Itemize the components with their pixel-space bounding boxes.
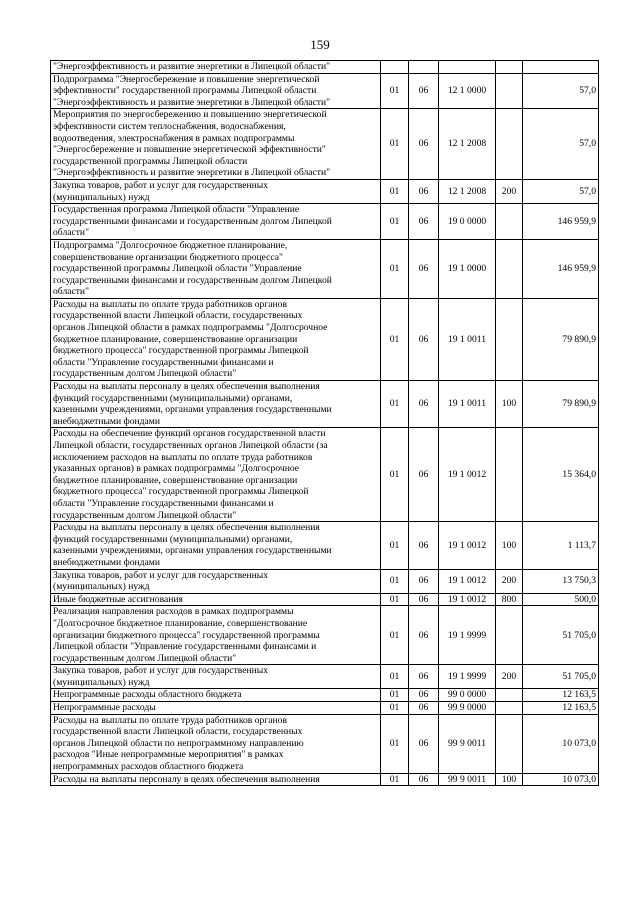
row-amount: 1 113,7 [523,522,599,569]
row-code-gr: 01 [381,569,409,593]
row-amount: 57,0 [523,73,599,109]
row-code-gr: 01 [381,665,409,689]
row-target-article: 99 0 0000 [439,689,496,702]
row-code-section: 06 [409,714,439,773]
row-amount: 146 959,9 [523,239,599,298]
row-code-gr: 01 [381,428,409,522]
row-expense-type [496,714,523,773]
table-row [51,179,599,203]
row-target-article: 12 1 2008 [439,109,496,180]
row-target-article: 19 1 0012 [439,522,496,569]
row-target-article: 12 1 2008 [439,179,496,203]
row-name: Мероприятия по энергосбережению и повышению энергетической эффективности систем теплоснабжения, водоснабжения, водоотведения, электроснабжения в рамках подпрограммы "Энергосбережение и повышение энергетической эффективности" государственной программы Липецкой области "Энергоэффективность и развитие энергетики в Липецкой области" [51,109,381,180]
table-row [51,204,599,240]
row-target-article: 19 1 0000 [439,239,496,298]
row-amount: 500,0 [523,593,599,606]
row-code-gr: 01 [381,773,409,786]
row-name: Подпрограмма "Долгосрочное бюджетное планирование, совершенствование организации бюджетного процесса" государственной программы Липецкой области "Управление государственными финансами и государственным долгом Липецкой области" [51,239,381,298]
row-code-gr: 01 [381,239,409,298]
row-code-section: 06 [409,665,439,689]
row-name: Реализация направления расходов в рамках подпрограммы "Долгосрочное бюджетное планирование, совершенствование организации бюджетного процесса" государственной программы Липецкой области "Управление государственными финансами и государственным долгом Липецкой области" [51,606,381,665]
row-name: Расходы на обеспечение функций органов государственной власти Липецкой области, государственных органов Липецкой области (за исключением расходов на выплаты по оплате труда работников указанных органов) в рамках подпрограммы "Долгосрочное бюджетное планирование, совершенствование организации бюджетного процесса" государственной программы Липецкой области "Управление государственными финансами и государственным долгом Липецкой области" [51,428,381,522]
budget-table-body [51,61,599,786]
table-row [51,109,599,180]
budget-table [50,60,599,786]
row-code-section: 06 [409,298,439,380]
row-target-article: 19 1 0011 [439,298,496,380]
row-code-gr: 01 [381,593,409,606]
table-row [51,381,599,428]
row-code-gr: 01 [381,381,409,428]
row-amount: 51 705,0 [523,665,599,689]
row-expense-type [496,73,523,109]
table-row [51,428,599,522]
row-code-gr: 01 [381,714,409,773]
row-code-section: 06 [409,569,439,593]
row-expense-type: 200 [496,179,523,203]
row-name: Расходы на выплаты по оплате труда работников органов государственной власти Липецкой области, государственных органов Липецкой области в рамках подпрограммы "Долгосрочное бюджетное планирование, совершенствование организации бюджетного процесса" государственной программы Липецкой области "Управление государственными финансами и государственным долгом Липецкой области" [51,298,381,380]
row-code-section: 06 [409,381,439,428]
table-row [51,606,599,665]
row-amount: 79 890,9 [523,298,599,380]
row-name: Непрограммные расходы [51,702,381,715]
table-row [51,665,599,689]
row-code-section: 06 [409,593,439,606]
row-target-article: 12 1 0000 [439,73,496,109]
row-expense-type [496,109,523,180]
table-row [51,689,599,702]
row-target-article: 19 0 0000 [439,204,496,240]
row-expense-type [496,204,523,240]
row-name: Расходы на выплаты персоналу в целях обеспечения выполнения [51,773,381,786]
row-target-article: 19 1 0012 [439,428,496,522]
table-row [51,702,599,715]
row-code-section: 06 [409,204,439,240]
row-code-section: 06 [409,179,439,203]
row-code-gr: 01 [381,702,409,715]
row-code-gr: 01 [381,298,409,380]
row-expense-type [496,61,523,74]
row-name: Расходы на выплаты персоналу в целях обеспечения выполнения функций государственными (муниципальными) органами, казенными учреждениями, органами управления государственными внебюджетными фондами [51,381,381,428]
row-code-gr: 01 [381,109,409,180]
row-target-article: 99 9 0000 [439,702,496,715]
row-name: Иные бюджетные ассигнования [51,593,381,606]
row-code-gr: 01 [381,522,409,569]
row-amount: 79 890,9 [523,381,599,428]
row-code-section [409,61,439,74]
row-amount: 12 163,5 [523,702,599,715]
table-row [51,773,599,786]
row-target-article: 19 1 9999 [439,665,496,689]
row-code-gr: 01 [381,606,409,665]
row-expense-type [496,702,523,715]
row-name: Расходы на выплаты по оплате труда работников органов государственной власти Липецкой области, государственных органов Липецкой области по непрограммному направлению расходов "Иные непрограммные мероприятия" в рамках непрограммных расходов областного бюджета [51,714,381,773]
page-number: 159 [310,37,330,52]
row-code-gr [381,61,409,74]
row-amount [523,61,599,74]
row-target-article: 19 1 0011 [439,381,496,428]
row-expense-type: 100 [496,522,523,569]
table-row [51,61,599,74]
row-name: Подпрограмма "Энергосбережение и повышение энергетической эффективности" государственной программы Липецкой области "Энергоэффективность и развитие энергетики в Липецкой области" [51,73,381,109]
table-row [51,714,599,773]
row-target-article: 99 9 0011 [439,773,496,786]
table-row [51,569,599,593]
row-expense-type [496,689,523,702]
row-expense-type: 800 [496,593,523,606]
row-code-section: 06 [409,689,439,702]
row-code-gr: 01 [381,179,409,203]
row-name: "Энергоэффективность и развитие энергетики в Липецкой области" [51,61,381,74]
row-amount: 51 705,0 [523,606,599,665]
row-target-article [439,61,496,74]
row-code-section: 06 [409,702,439,715]
row-expense-type: 200 [496,569,523,593]
row-expense-type [496,239,523,298]
row-target-article: 19 1 0012 [439,593,496,606]
row-amount: 15 364,0 [523,428,599,522]
row-code-section: 06 [409,109,439,180]
row-code-section: 06 [409,606,439,665]
table-row [51,239,599,298]
row-code-section: 06 [409,522,439,569]
row-expense-type: 100 [496,381,523,428]
table-row [51,522,599,569]
row-name: Непрограммные расходы областного бюджета [51,689,381,702]
row-amount: 13 750,3 [523,569,599,593]
row-code-section: 06 [409,239,439,298]
row-amount: 57,0 [523,179,599,203]
row-expense-type [496,606,523,665]
row-amount: 146 959,9 [523,204,599,240]
row-amount: 10 073,0 [523,773,599,786]
row-expense-type [496,428,523,522]
row-name: Закупка товаров, работ и услуг для государственных (муниципальных) нужд [51,665,381,689]
row-code-section: 06 [409,773,439,786]
row-name: Государственная программа Липецкой области "Управление государственными финансами и государственным долгом Липецкой области" [51,204,381,240]
row-code-gr: 01 [381,689,409,702]
row-amount: 12 163,5 [523,689,599,702]
table-row [51,298,599,380]
table-row [51,73,599,109]
row-name: Закупка товаров, работ и услуг для государственных (муниципальных) нужд [51,569,381,593]
row-code-gr: 01 [381,73,409,109]
row-target-article: 19 1 0012 [439,569,496,593]
row-name: Расходы на выплаты персоналу в целях обеспечения выполнения функций государственными (муниципальными) органами, казенными учреждениями, органами управления государственными внебюджетными фондами [51,522,381,569]
row-target-article: 19 1 9999 [439,606,496,665]
row-code-section: 06 [409,73,439,109]
row-name: Закупка товаров, работ и услуг для государственных (муниципальных) нужд [51,179,381,203]
row-expense-type [496,298,523,380]
row-expense-type: 100 [496,773,523,786]
row-amount: 10 073,0 [523,714,599,773]
row-code-gr: 01 [381,204,409,240]
row-target-article: 99 9 0011 [439,714,496,773]
row-code-section: 06 [409,428,439,522]
row-amount: 57,0 [523,109,599,180]
row-expense-type: 200 [496,665,523,689]
table-row [51,593,599,606]
